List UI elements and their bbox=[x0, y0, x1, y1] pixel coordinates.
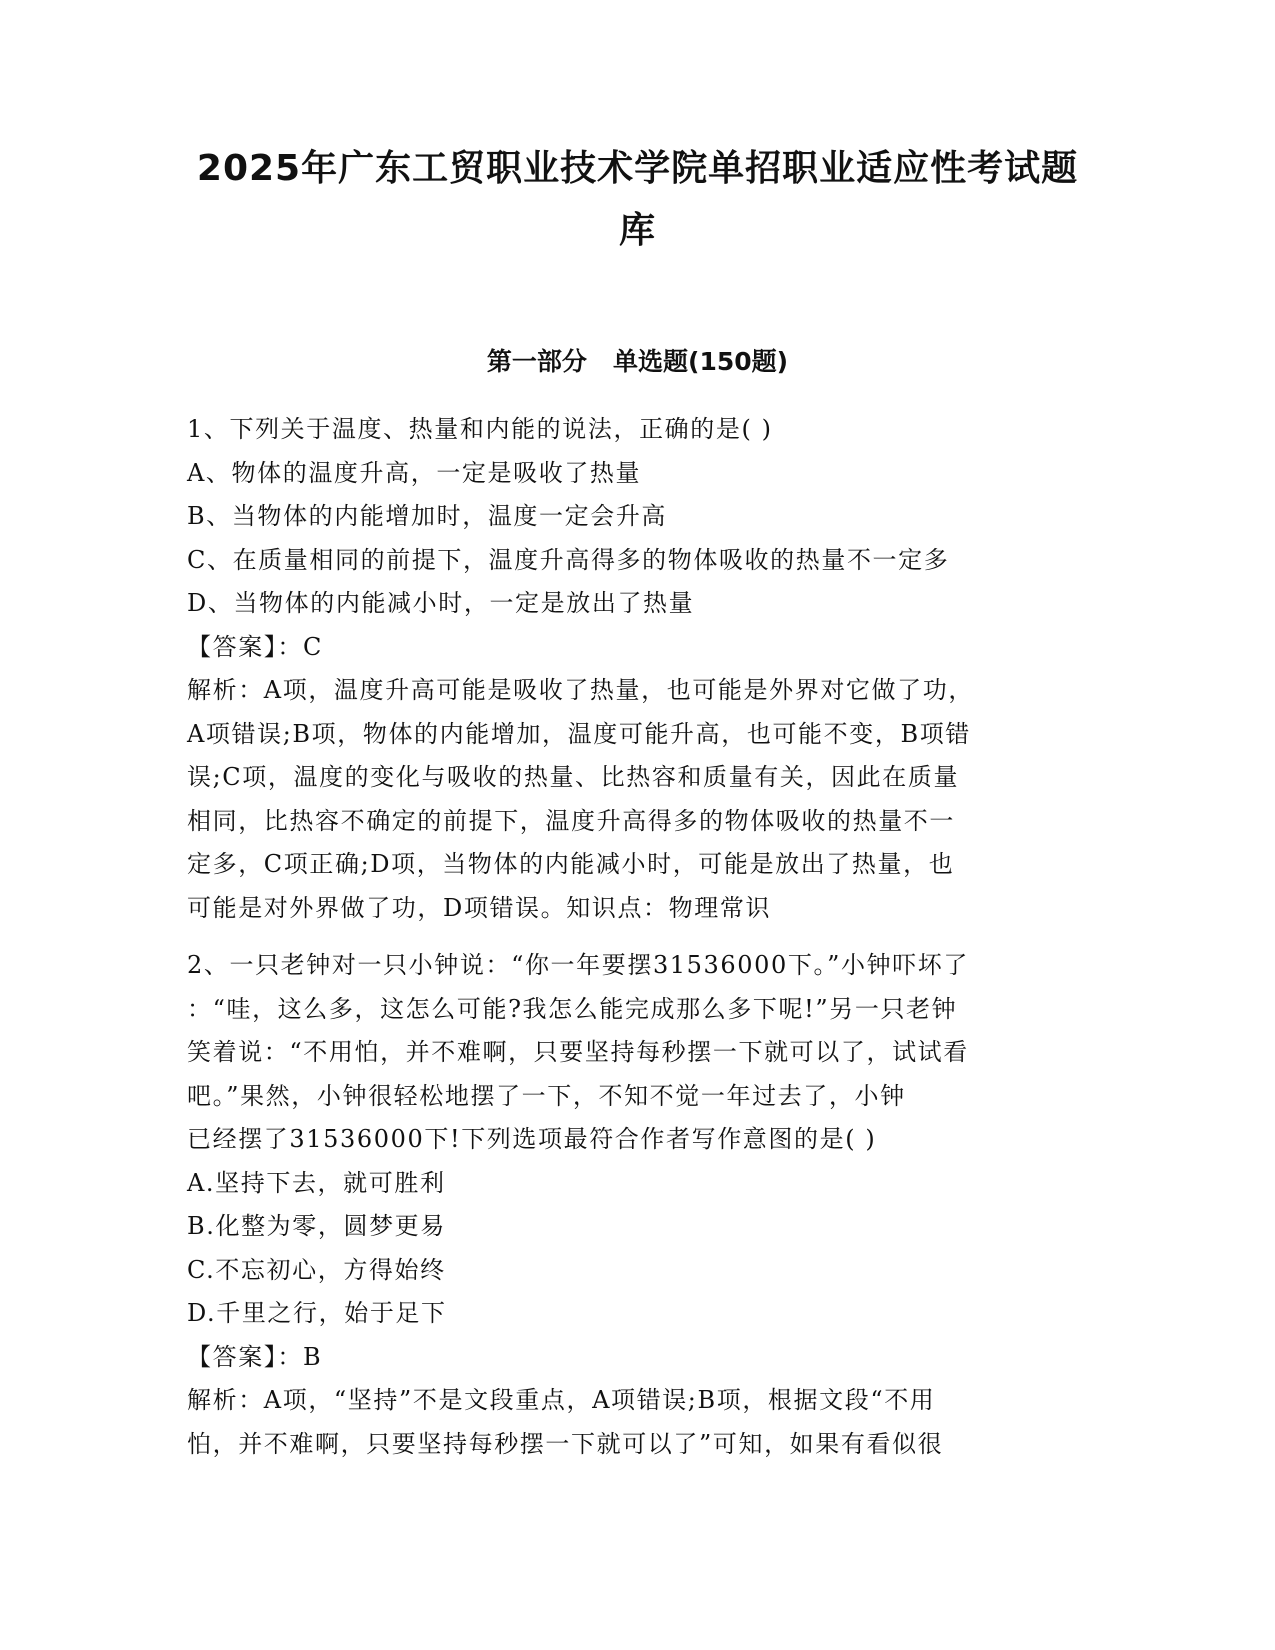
document-title bbox=[150, 138, 1125, 262]
question-stem-line: 已经摆了31536000下!下列选项最符合作者写作意图的是( ) bbox=[187, 1125, 877, 1153]
option-b: B、当物体的内能增加时，温度一定会升高 bbox=[187, 502, 668, 530]
analysis-line: 误;C项，温度的变化与吸收的热量、比热容和质量有关，因此在质量 bbox=[187, 763, 960, 791]
analysis-line: 定多，C项正确;D项，当物体的内能减小时，可能是放出了热量，也 bbox=[187, 850, 955, 878]
analysis-line: 解析：A项，“坚持”不是文段重点，A项错误;B项，根据文段“不用 bbox=[187, 1386, 936, 1414]
option-d: D、当物体的内能减小时，一定是放出了热量 bbox=[187, 589, 695, 617]
analysis-line: 可能是对外界做了功，D项错误。知识点：物理常识 bbox=[187, 893, 772, 922]
question-2 bbox=[187, 944, 1087, 1466]
option-a: A、物体的温度升高，一定是吸收了热量 bbox=[187, 458, 642, 487]
analysis-line: 相同，比热容不确定的前提下，温度升高得多的物体吸收的热量不一 bbox=[187, 806, 955, 835]
question-stem-line: ：“哇，这么多，这怎么可能?我怎么能完成那么多下呢!”另一只老钟 bbox=[187, 994, 958, 1023]
document-body bbox=[187, 408, 1087, 1480]
option-d: D.千里之行，始于足下 bbox=[187, 1299, 447, 1327]
question-stem-line: 吧。”果然，小钟很轻松地摆了一下，不知不觉一年过去了，小钟 bbox=[187, 1081, 906, 1110]
answer-line: 【答案】：C bbox=[187, 632, 323, 661]
option-c: C.不忘初心，方得始终 bbox=[187, 1255, 446, 1284]
analysis-line: 解析：A项，温度升高可能是吸收了热量，也可能是外界对它做了功， bbox=[187, 676, 974, 704]
section-title: 第一部分 单选题(150题) bbox=[486, 347, 789, 376]
question-1 bbox=[187, 408, 1087, 930]
question-stem-line: 笑着说：“不用怕，并不难啊，只要坚持每秒摆一下就可以了，试试看 bbox=[187, 1038, 969, 1066]
title-line: 2025年广东工贸职业技术学院单招职业适应性考试题 bbox=[196, 148, 1079, 189]
answer-line: 【答案】：B bbox=[187, 1342, 323, 1371]
option-c: C、在质量相同的前提下，温度升高得多的物体吸收的热量不一定多 bbox=[187, 545, 950, 574]
analysis-line: A项错误;B项，物体的内能增加，温度可能升高，也可能不变，B项错 bbox=[187, 719, 971, 748]
question-stem-line: 2、一只老钟对一只小钟说：“你一年要摆31536000下。”小钟吓坏了 bbox=[187, 951, 969, 979]
title-line: 库 bbox=[618, 210, 656, 251]
option-b: B.化整为零，圆梦更易 bbox=[187, 1212, 446, 1240]
analysis-line: 怕，并不难啊，只要坚持每秒摆一下就可以了”可知，如果有看似很 bbox=[187, 1429, 944, 1458]
question-stem: 1、下列关于温度、热量和内能的说法，正确的是( ) bbox=[187, 415, 773, 443]
option-a: A.坚持下去，就可胜利 bbox=[187, 1168, 446, 1197]
